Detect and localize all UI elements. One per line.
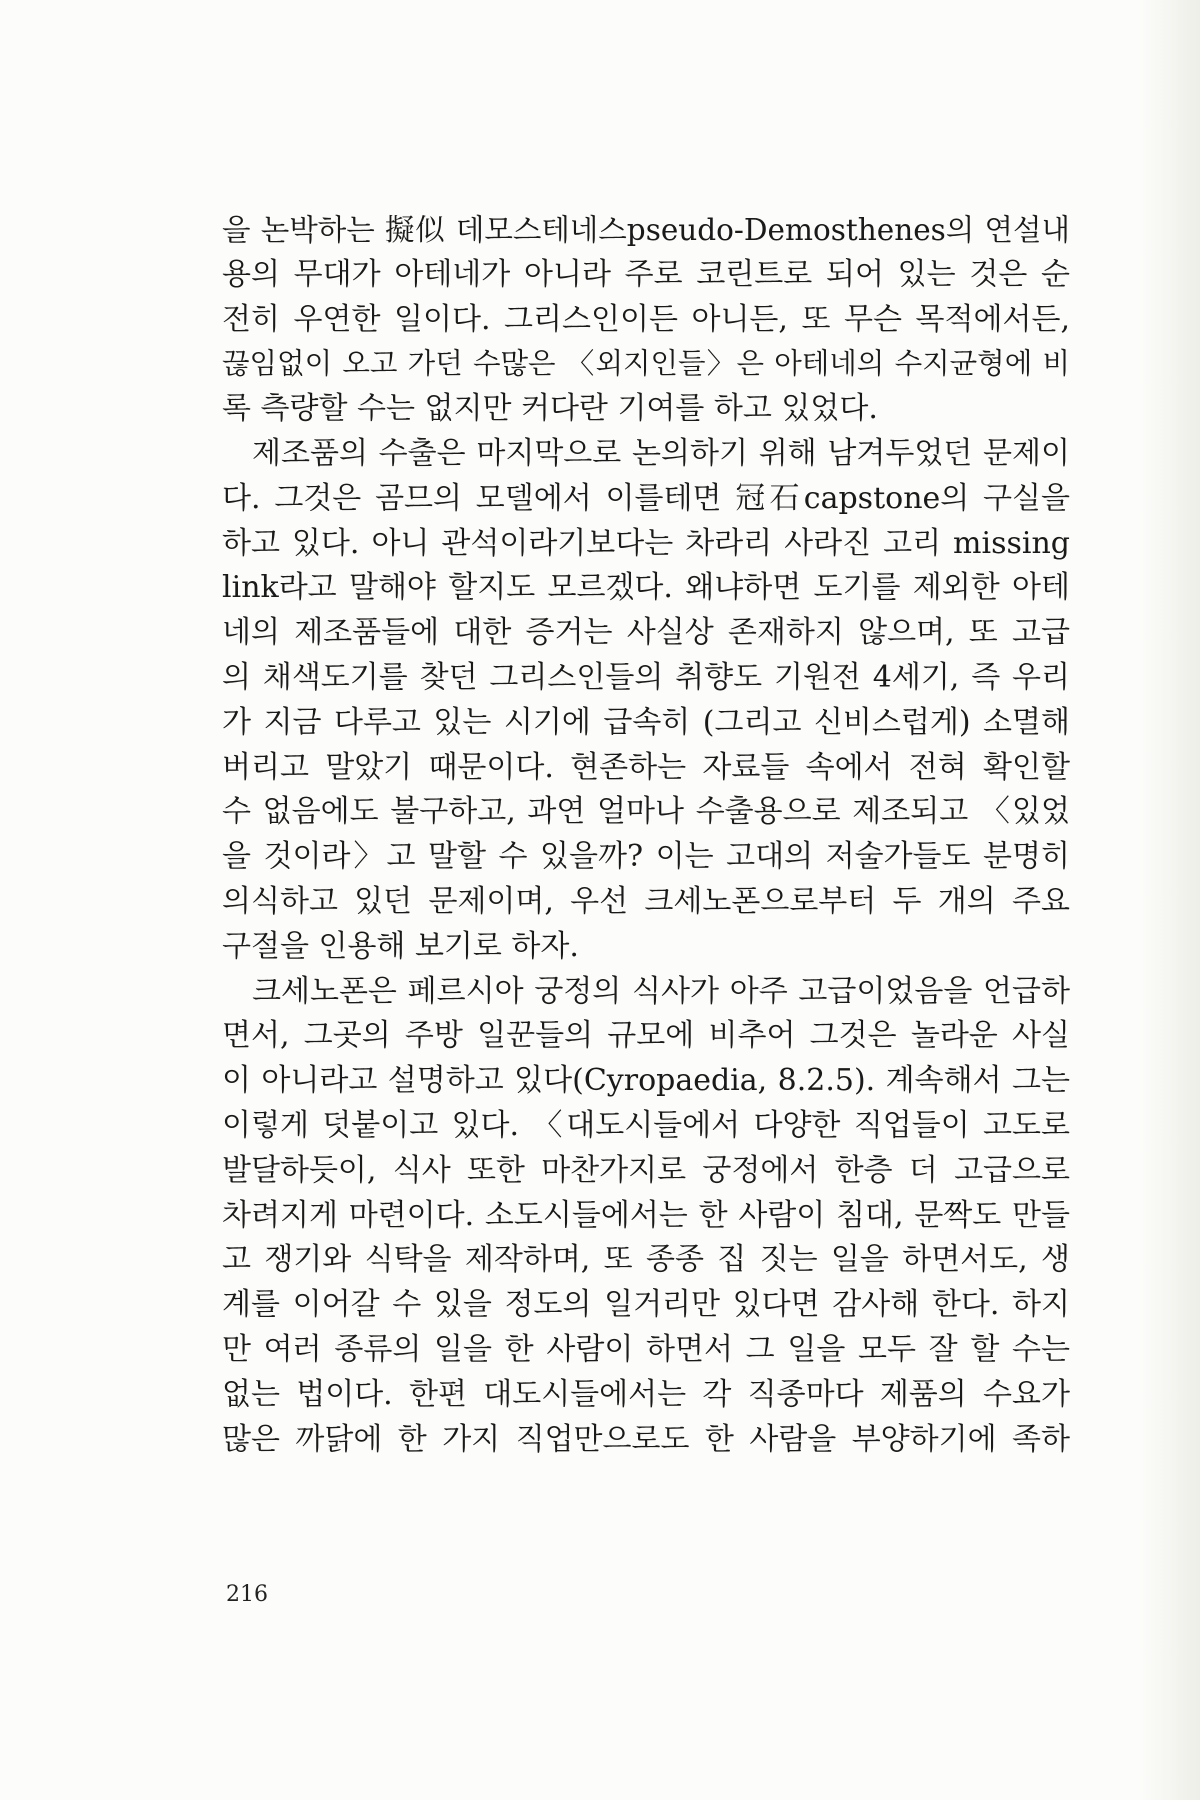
text-line: 차려지게 마련이다. 소도시들에서는 한 사람이 침대, 문짝도 만들 — [222, 1197, 1070, 1233]
text-line: 을 것이라〉고 말할 수 있을까? 이는 고대의 저술가들도 분명히 — [222, 839, 1070, 875]
text-line: 록 측량할 수는 없지만 커다란 기여를 하고 있었다. — [222, 391, 878, 427]
text-line: 계를 이어갈 수 있을 정도의 일거리만 있다면 감사해 한다. 하지 — [222, 1287, 1070, 1323]
body-text — [222, 208, 1070, 1462]
text-line: 전히 우연한 일이다. 그리스인이든 아니든, 또 무슨 목적에서든, — [222, 301, 1070, 337]
text-line: 많은 까닭에 한 가지 직업만으로도 한 사람을 부양하기에 족하 — [222, 1421, 1070, 1457]
text-line: 의식하고 있던 문제이며, 우선 크세노폰으로부터 두 개의 주요 — [222, 883, 1070, 919]
paragraph-start-line: 크세노폰은 페르시아 궁정의 식사가 아주 고급이었음을 언급하 — [252, 973, 1070, 1009]
text-line: 면서, 그곳의 주방 일꾼들의 규모에 비추어 그것은 놀라운 사실 — [222, 1018, 1070, 1054]
text-line: 수 없음에도 불구하고, 과연 얼마나 수출용으로 제조되고 〈있었 — [222, 794, 1070, 830]
text-line: 고 쟁기와 식탁을 제작하며, 또 종종 집 짓는 일을 하면서도, 생 — [222, 1242, 1070, 1278]
text-line: 발달하듯이, 식사 또한 마찬가지로 궁정에서 한층 더 고급으로 — [222, 1152, 1070, 1188]
text-line: 하고 있다. 아니 관석이라기보다는 차라리 사라진 고리 missing — [222, 525, 1070, 561]
text-line: 끊임없이 오고 가던 수많은 〈외지인들〉은 아테네의 수지균형에 비 — [222, 347, 1070, 381]
page-edge-shadow — [1140, 0, 1200, 1800]
paragraph-start-line: 제조품의 수출은 마지막으로 논의하기 위해 남겨두었던 문제이 — [252, 435, 1070, 471]
text-line: 구절을 인용해 보기로 하자. — [222, 928, 579, 964]
text-line: 만 여러 종류의 일을 한 사람이 하면서 그 일을 모두 잘 할 수는 — [222, 1331, 1070, 1367]
text-line: 다. 그것은 곰므의 모델에서 이를테면 冠石capstone의 구실을 — [222, 480, 1070, 516]
text-line: 이렇게 덧붙이고 있다. 〈대도시들에서 다양한 직업들이 고도로 — [222, 1107, 1070, 1143]
page-number: 216 — [226, 1582, 268, 1607]
text-line: 네의 제조품들에 대한 증거는 사실상 존재하지 않으며, 또 고급 — [222, 615, 1070, 651]
text-line: 용의 무대가 아테네가 아니라 주로 코린트로 되어 있는 것은 순 — [222, 256, 1070, 292]
text-line: 이 아니라고 설명하고 있다(Cyropaedia, 8.2.5). 계속해서 그는 — [222, 1063, 1070, 1099]
text-line: link라고 말해야 할지도 모르겠다. 왜냐하면 도기를 제외한 아테 — [222, 570, 1070, 606]
text-line: 가 지금 다루고 있는 시기에 급속히 (그리고 신비스럽게) 소멸해 — [222, 704, 1070, 740]
text-line: 없는 법이다. 한편 대도시들에서는 각 직종마다 제품의 수요가 — [222, 1376, 1070, 1412]
text-line: 의 채색도기를 찾던 그리스인들의 취향도 기원전 4세기, 즉 우리 — [222, 659, 1070, 695]
text-line: 버리고 말았기 때문이다. 현존하는 자료들 속에서 전혀 확인할 — [222, 749, 1070, 785]
text-line: 을 논박하는 擬似 데모스테네스pseudo-Demosthenes의 연설내 — [222, 213, 1070, 247]
